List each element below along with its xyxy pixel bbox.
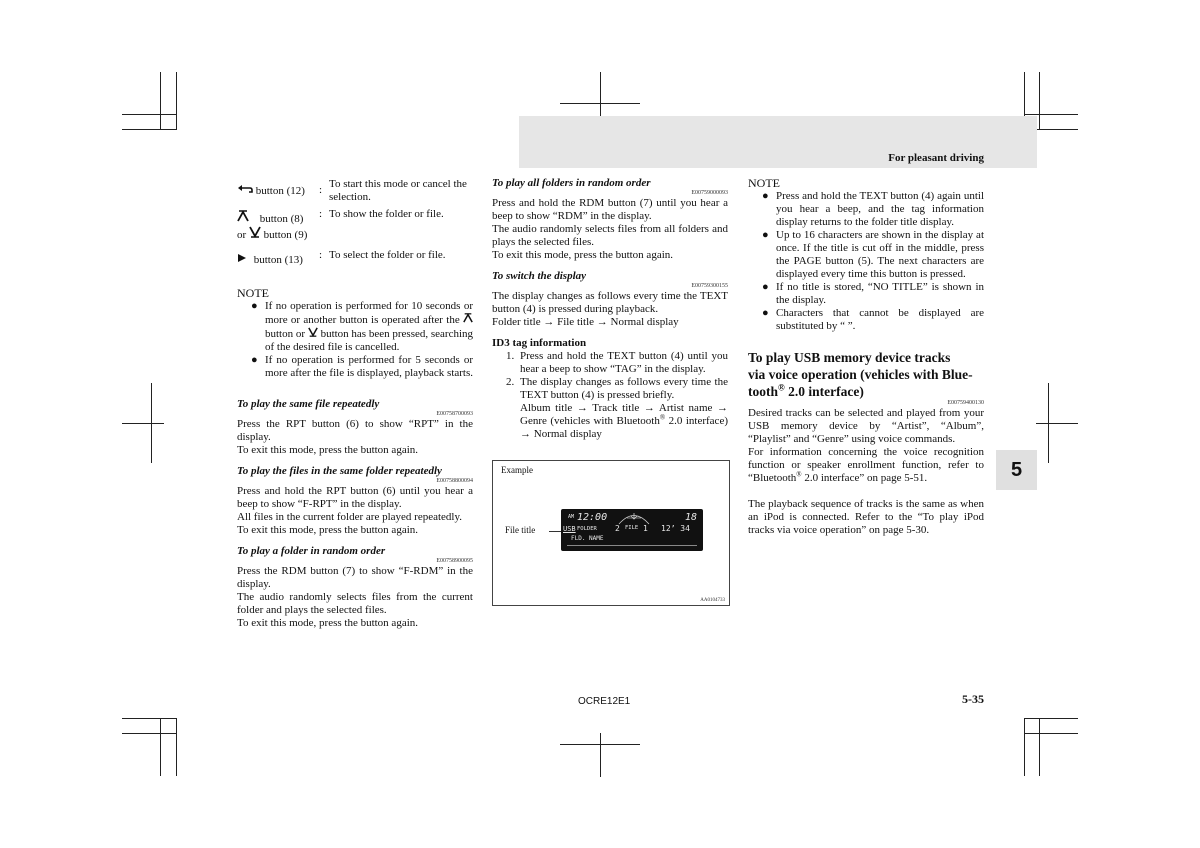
chevron-down-icon	[249, 226, 261, 238]
paragraph-text: For information concerning the voice recognition function or speaker enrollment function, refer to “Bluetooth	[748, 446, 984, 484]
registered-mark: ®	[659, 413, 666, 422]
or-label: or	[237, 229, 247, 241]
figure-callout: File title	[505, 525, 536, 535]
button-key-label: button (8)	[259, 213, 304, 225]
note-heading: NOTE	[237, 286, 269, 300]
heading-line: 2.0 interface)	[784, 384, 864, 399]
note-text: If no operation is performed for 5 seconds or more after the file is displayed, playback starts.	[265, 354, 474, 379]
crop-mark	[560, 744, 640, 745]
chevron-down-icon	[308, 327, 318, 337]
note-item: ● Characters that cannot be displayed are substituted by “ ”.	[762, 307, 984, 332]
note-text: If no title is stored, “NO TITLE” is shown in the display.	[776, 281, 984, 306]
section-heading: To play all folders in random order	[492, 177, 651, 189]
lcd-file: FILE	[625, 525, 639, 531]
crop-mark	[176, 718, 177, 776]
note-text: Characters that cannot be displayed are substituted by “ ”.	[776, 307, 984, 332]
note-item: ● If no operation is performed for 10 seconds or more or another button is operated after the button or button has been pressed, searching of the desired file is cancelled.	[251, 300, 474, 353]
crop-mark	[160, 72, 161, 130]
button-key	[237, 184, 322, 198]
chapter-tab: 5	[996, 450, 1037, 490]
paragraph: The audio randomly selects files from all folders and plays the selected files.	[492, 223, 728, 248]
step-text: Album title → Track title → Artist name → Genre (vehicles with Bluetooth	[520, 402, 728, 427]
note-text: Press and hold the TEXT button (4) again until you hear a beep, and the tag information display returns to the folder title display.	[776, 190, 984, 228]
paragraph: Folder title → File title → Normal display	[492, 316, 679, 328]
play-arrow-icon	[237, 253, 247, 263]
lcd-folder: FOLDER	[577, 526, 597, 532]
chevron-up-icon	[463, 313, 473, 323]
colon: :	[319, 208, 323, 220]
page-number: 5-35	[962, 692, 984, 706]
step-text: The display changes as follows every time the TEXT button (4) is pressed briefly.	[520, 376, 728, 401]
section-heading: To switch the display	[492, 270, 587, 282]
section-title: For pleasant driving	[888, 152, 984, 164]
crop-mark	[122, 129, 176, 130]
button-desc: To show the folder or file.	[329, 208, 444, 220]
doc-code: E00759400130	[947, 400, 984, 406]
lcd-scale	[567, 545, 697, 546]
paragraph: The display changes as follows every time the TEXT button (4) is pressed during playback.	[492, 290, 728, 315]
button-key-label: button (13)	[253, 254, 303, 266]
paragraph: Press the RDM button (7) to show “F-RDM” in the display.	[237, 565, 473, 590]
callout-line	[549, 531, 561, 532]
paragraph: To exit this mode, press the button again.	[237, 617, 419, 629]
section-heading: To play the files in the same folder repeatedly	[237, 465, 442, 477]
crop-mark	[600, 733, 601, 777]
step-text: 2.0 interface) → Normal display	[520, 415, 728, 440]
paragraph: Press the RPT button (6) to show “RPT” in the display.	[237, 418, 473, 443]
paragraph-text: 2.0 interface” on page 5-51.	[801, 472, 928, 484]
button-desc: To start this mode or cancel the selection.	[329, 178, 467, 203]
doc-code: E00758900095	[436, 558, 473, 564]
left-column	[237, 178, 473, 630]
example-figure	[492, 460, 730, 606]
lcd-time: 12:00	[577, 512, 608, 523]
heading-line: To play USB memory device tracks	[748, 350, 951, 365]
crop-mark	[560, 103, 640, 104]
crop-mark	[1024, 733, 1078, 734]
button-row	[237, 178, 473, 208]
colon: :	[319, 249, 323, 261]
figure-code: AA0104733	[700, 598, 725, 603]
button-table	[237, 178, 473, 287]
button-key	[237, 210, 322, 242]
paragraph: The playback sequence of tracks is the same as when an iPod is connected. Refer to the “To play iPod tracks via voice operation” on page 5-30.	[748, 498, 984, 536]
step-item	[492, 350, 728, 376]
heading-line: via voice operation (vehicles with Blue-	[748, 367, 973, 382]
note-heading: NOTE	[748, 176, 780, 190]
lcd-file-no: 1	[643, 524, 648, 533]
crop-mark	[1024, 114, 1078, 115]
return-arrow-icon	[237, 184, 253, 194]
right-column	[748, 177, 984, 537]
crop-mark	[122, 718, 176, 719]
lcd-am: AM	[568, 514, 575, 520]
lcd-name: FLD. NAME	[571, 535, 604, 542]
step-text: Press and hold the TEXT button (4) until you hear a beep to show “TAG” in the display.	[520, 350, 728, 375]
button-key	[237, 253, 322, 267]
note-item: ● If no operation is performed for 5 seconds or more after the file is displayed, playback starts.	[251, 354, 474, 379]
button-desc: To select the folder or file.	[329, 249, 446, 261]
note-list	[748, 190, 984, 333]
note-list	[237, 300, 473, 380]
colon: :	[319, 184, 323, 196]
crop-mark	[122, 423, 164, 424]
registered-mark: ®	[778, 382, 785, 393]
paragraph: Desired tracks can be selected and played from your USB memory device by “Artist”, “Album”, “Playlist” and “Genre” using voice commands.	[748, 407, 984, 445]
button-key-label: button (12)	[255, 185, 305, 197]
lcd-temp: 18	[685, 512, 698, 523]
step-number: 2.	[506, 376, 515, 388]
middle-column	[492, 177, 728, 441]
button-row	[237, 208, 473, 249]
crop-mark	[122, 733, 176, 734]
paragraph: The audio randomly selects files from the current folder and plays the selected files.	[237, 591, 473, 616]
button-key-label: button (9)	[263, 229, 308, 241]
note-item: ● If no title is stored, “NO TITLE” is shown in the display.	[762, 281, 984, 306]
signal-arc-icon	[617, 511, 651, 525]
crop-mark	[176, 72, 177, 130]
step-item	[492, 376, 728, 441]
note-text: button or	[265, 328, 306, 340]
paragraph	[748, 446, 984, 485]
note-item: ● Press and hold the TEXT button (4) again until you hear a beep, and the tag information display returns to the folder title display.	[762, 190, 984, 228]
crop-mark	[122, 114, 176, 115]
lcd-usb: USB	[563, 525, 576, 533]
section-heading	[748, 349, 984, 400]
section-heading: To play a folder in random order	[237, 545, 386, 557]
note-text: Up to 16 characters are shown in the display at once. If the title is cut off in the middle, press the PAGE button (5). The next characters are displayed every time this button is pressed.	[776, 229, 984, 280]
crop-mark	[1024, 718, 1025, 776]
step-number: 1.	[506, 350, 515, 362]
note-text: button has been pressed, searching of the desired file is cancelled.	[265, 328, 474, 353]
crop-mark	[1039, 718, 1040, 776]
note-item: ● Up to 16 characters are shown in the display at once. If the title is cut off in the middle, press the PAGE button (5). The next characters are displayed every time this button is pressed.	[762, 229, 984, 280]
steps-list	[492, 350, 728, 441]
lcd-elapsed: 12’ 34	[661, 524, 690, 533]
doc-code: E00759000093	[691, 190, 728, 196]
crop-mark	[1036, 423, 1078, 424]
crop-mark	[1024, 718, 1078, 719]
paragraph: All files in the current folder are played repeatedly.	[237, 511, 462, 523]
crop-mark	[1039, 72, 1040, 130]
doc-code: E00759300155	[691, 283, 728, 289]
lcd-folder-no: 2	[615, 524, 620, 533]
footer-code: OCRE12E1	[578, 696, 631, 707]
registered-mark: ®	[796, 470, 802, 479]
paragraph: To exit this mode, press the button again.	[492, 249, 674, 261]
heading-line: tooth	[748, 384, 778, 399]
figure-label: Example	[501, 465, 533, 475]
doc-code: E00758700093	[436, 411, 473, 417]
section-heading: To play the same file repeatedly	[237, 398, 380, 410]
section-heading: ID3 tag information	[492, 337, 587, 349]
radio-display	[561, 509, 703, 551]
crop-mark	[160, 718, 161, 776]
paragraph: Press and hold the RDM button (7) until you hear a beep to show “RDM” in the display.	[492, 197, 728, 222]
paragraph: To exit this mode, press the button again.	[237, 524, 419, 536]
chevron-up-icon	[237, 210, 249, 222]
note-text: If no operation is performed for 10 seconds or more or another button is operated after the	[265, 300, 473, 326]
button-row	[237, 249, 473, 287]
paragraph: Press and hold the RPT button (6) until you hear a beep to show “F-RPT” in the display.	[237, 485, 473, 510]
doc-code: E00758800094	[436, 478, 473, 484]
paragraph: To exit this mode, press the button again.	[237, 444, 419, 456]
